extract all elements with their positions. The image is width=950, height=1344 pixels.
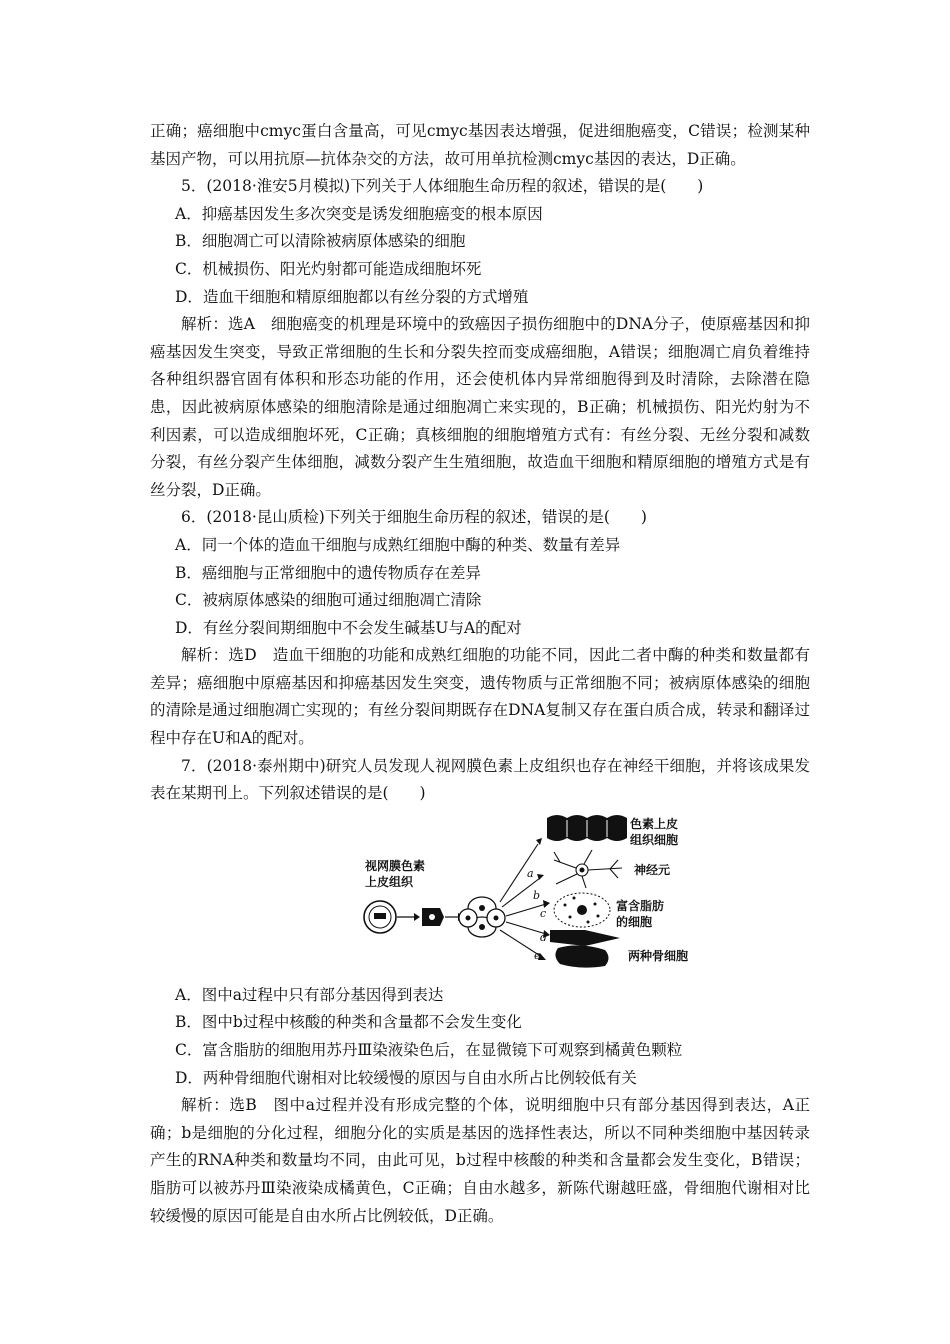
q7-option-a: A．图中a过程中只有部分基因得到表达 [175, 985, 444, 1004]
q6-option-c: C．被病原体感染的细胞可通过细胞凋亡清除 [175, 591, 482, 610]
q6-analysis: 解析：选D 造血干细胞的功能和成熟红细胞的功能不同，因此二者中酶的种类和数量都有差异；癌细胞中原癌基因和抑癌基因发生突变，遗传物质与正常细胞不同；被病原体感染的细胞的清除是通过细胞凋亡实现的；有丝分裂间期既存在DNA复制又存在蛋白质合成，转录和翻译过程中存在U和A的配对。 [150, 646, 810, 748]
label-bone-cells: 两种骨细胞 [628, 948, 689, 963]
q5-option-b: B．细胞凋亡可以清除被病原体感染的细胞 [175, 232, 466, 251]
q7-option-b: B．图中b过程中核酸的种类和含量都不会发生变化 [175, 1013, 522, 1032]
arrowhead [414, 913, 420, 921]
label-pigment-epithelial-cells: 色素上皮组织细胞 [630, 816, 679, 847]
q5-analysis: 解析：选A 细胞癌变的机理是环境中的致癌因子损伤细胞中的DNA分子，使原癌基因和抑癌基因发生突变，导致正常细胞的生长和分裂失控而变成癌细胞，A错误；细胞凋亡肩负着维持各种组织器官固有体积和形态功能的作用，还会使机体内异常细胞得到及时清除，去除潜在隐患，因此被病原体感染的细胞清除是通过细胞凋亡来实现的，B正确；机械损伤、阳光灼射为不利因素，可以造成细胞坏死，C正确；真核细胞的细胞增殖方式有：有丝分裂、无丝分裂和减数分裂，有丝分裂产生体细胞，减数分裂产生生殖细胞，故造血干细胞和精原细胞的增殖方式是有丝分裂，D正确。 [150, 315, 810, 499]
tissue-fragment [422, 908, 444, 926]
q6-option-b: B．癌细胞与正常细胞中的遗传物质存在差异 [175, 563, 481, 582]
q5-option-d: D．造血干细胞和精原细胞都以有丝分裂的方式增殖 [175, 287, 529, 306]
q5-option-a: A．抑癌基因发生多次突变是诱发细胞癌变的根本原因 [175, 204, 543, 223]
intro-paragraph: 正确；癌细胞中cmyc蛋白含量高，可见cmyc基因表达增强，促进细胞癌变，C错误；检测某种基因产物，可以用抗原—抗体杂交的方法，故可用单抗检测cmyc基因的表达，D正确。 [150, 122, 810, 168]
q7-option-c: C．富含脂肪的细胞用苏丹Ⅲ染液染色后，在显微镜下可观察到橘黄色颗粒 [175, 1041, 683, 1060]
neuron-drawing [554, 850, 622, 888]
differentiation-diagram [360, 812, 660, 972]
label-fat-rich-cell: 富含脂肪的细胞 [616, 898, 665, 929]
eye-drawing [364, 901, 396, 933]
q6-stem: 6．(2018·昆山质检)下列关于细胞生命历程的叙述，错误的是( ) [181, 508, 647, 527]
arrow-label-a: a [527, 866, 534, 880]
label-retinal-pigment-epithelium: 视网膜色素上皮组织 [365, 858, 426, 889]
arrow-label-d: d [540, 930, 548, 944]
page-content [150, 118, 810, 1230]
q6-option-d: D．有丝分裂间期细胞中不会发生碱基U与A的配对 [175, 618, 522, 637]
bone-cells-drawing [550, 930, 620, 968]
q5-stem: 5．(2018·淮安5月模拟)下列关于人体细胞生命历程的叙述，错误的是( ) [181, 177, 704, 196]
arrow-label-e: e [534, 948, 541, 962]
stem-cell-differentiation-figure [150, 812, 810, 972]
neural-stem-cell-cluster [459, 897, 505, 937]
q7-stem: 7．(2018·泰州期中)研究人员发现人视网膜色素上皮组织也存在神经干细胞，并将该成果发表在某期刊上。下列叙述错误的是( ) [150, 756, 810, 803]
q7-option-d: D．两种骨细胞代谢相对比较缓慢的原因与自由水所占比例较低有关 [175, 1068, 637, 1087]
label-neuron: 神经元 [634, 862, 671, 877]
q7-analysis: 解析：选B 图中a过程并没有形成完整的个体，说明细胞中只有部分基因得到表达，A正确；b是细胞的分化过程，细胞分化的实质是基因的选择性表达，所以不同种类细胞中基因转录产生的RNA种类和数量均不同，由此可见，b过程中核酸的种类和含量都会发生变化，B错误；脂肪可以被苏丹Ⅲ染液染成橘黄色，C正确；自由水越多，新陈代谢越旺盛，骨细胞代谢相对比较缓慢的原因可能是自由水所占比例较低，D正确。 [150, 1096, 810, 1225]
arrow-label-b: b [533, 888, 541, 902]
fat-cell-drawing [554, 893, 610, 927]
q5-option-c: C．机械损伤、阳光灼射都可能造成细胞坏死 [175, 259, 482, 278]
arrow-label-c: c [540, 906, 547, 920]
q6-option-a: A．同一个体的造血干细胞与成熟红细胞中酶的种类、数量有差异 [175, 535, 621, 554]
pigment-epithelium-cells [547, 815, 627, 841]
